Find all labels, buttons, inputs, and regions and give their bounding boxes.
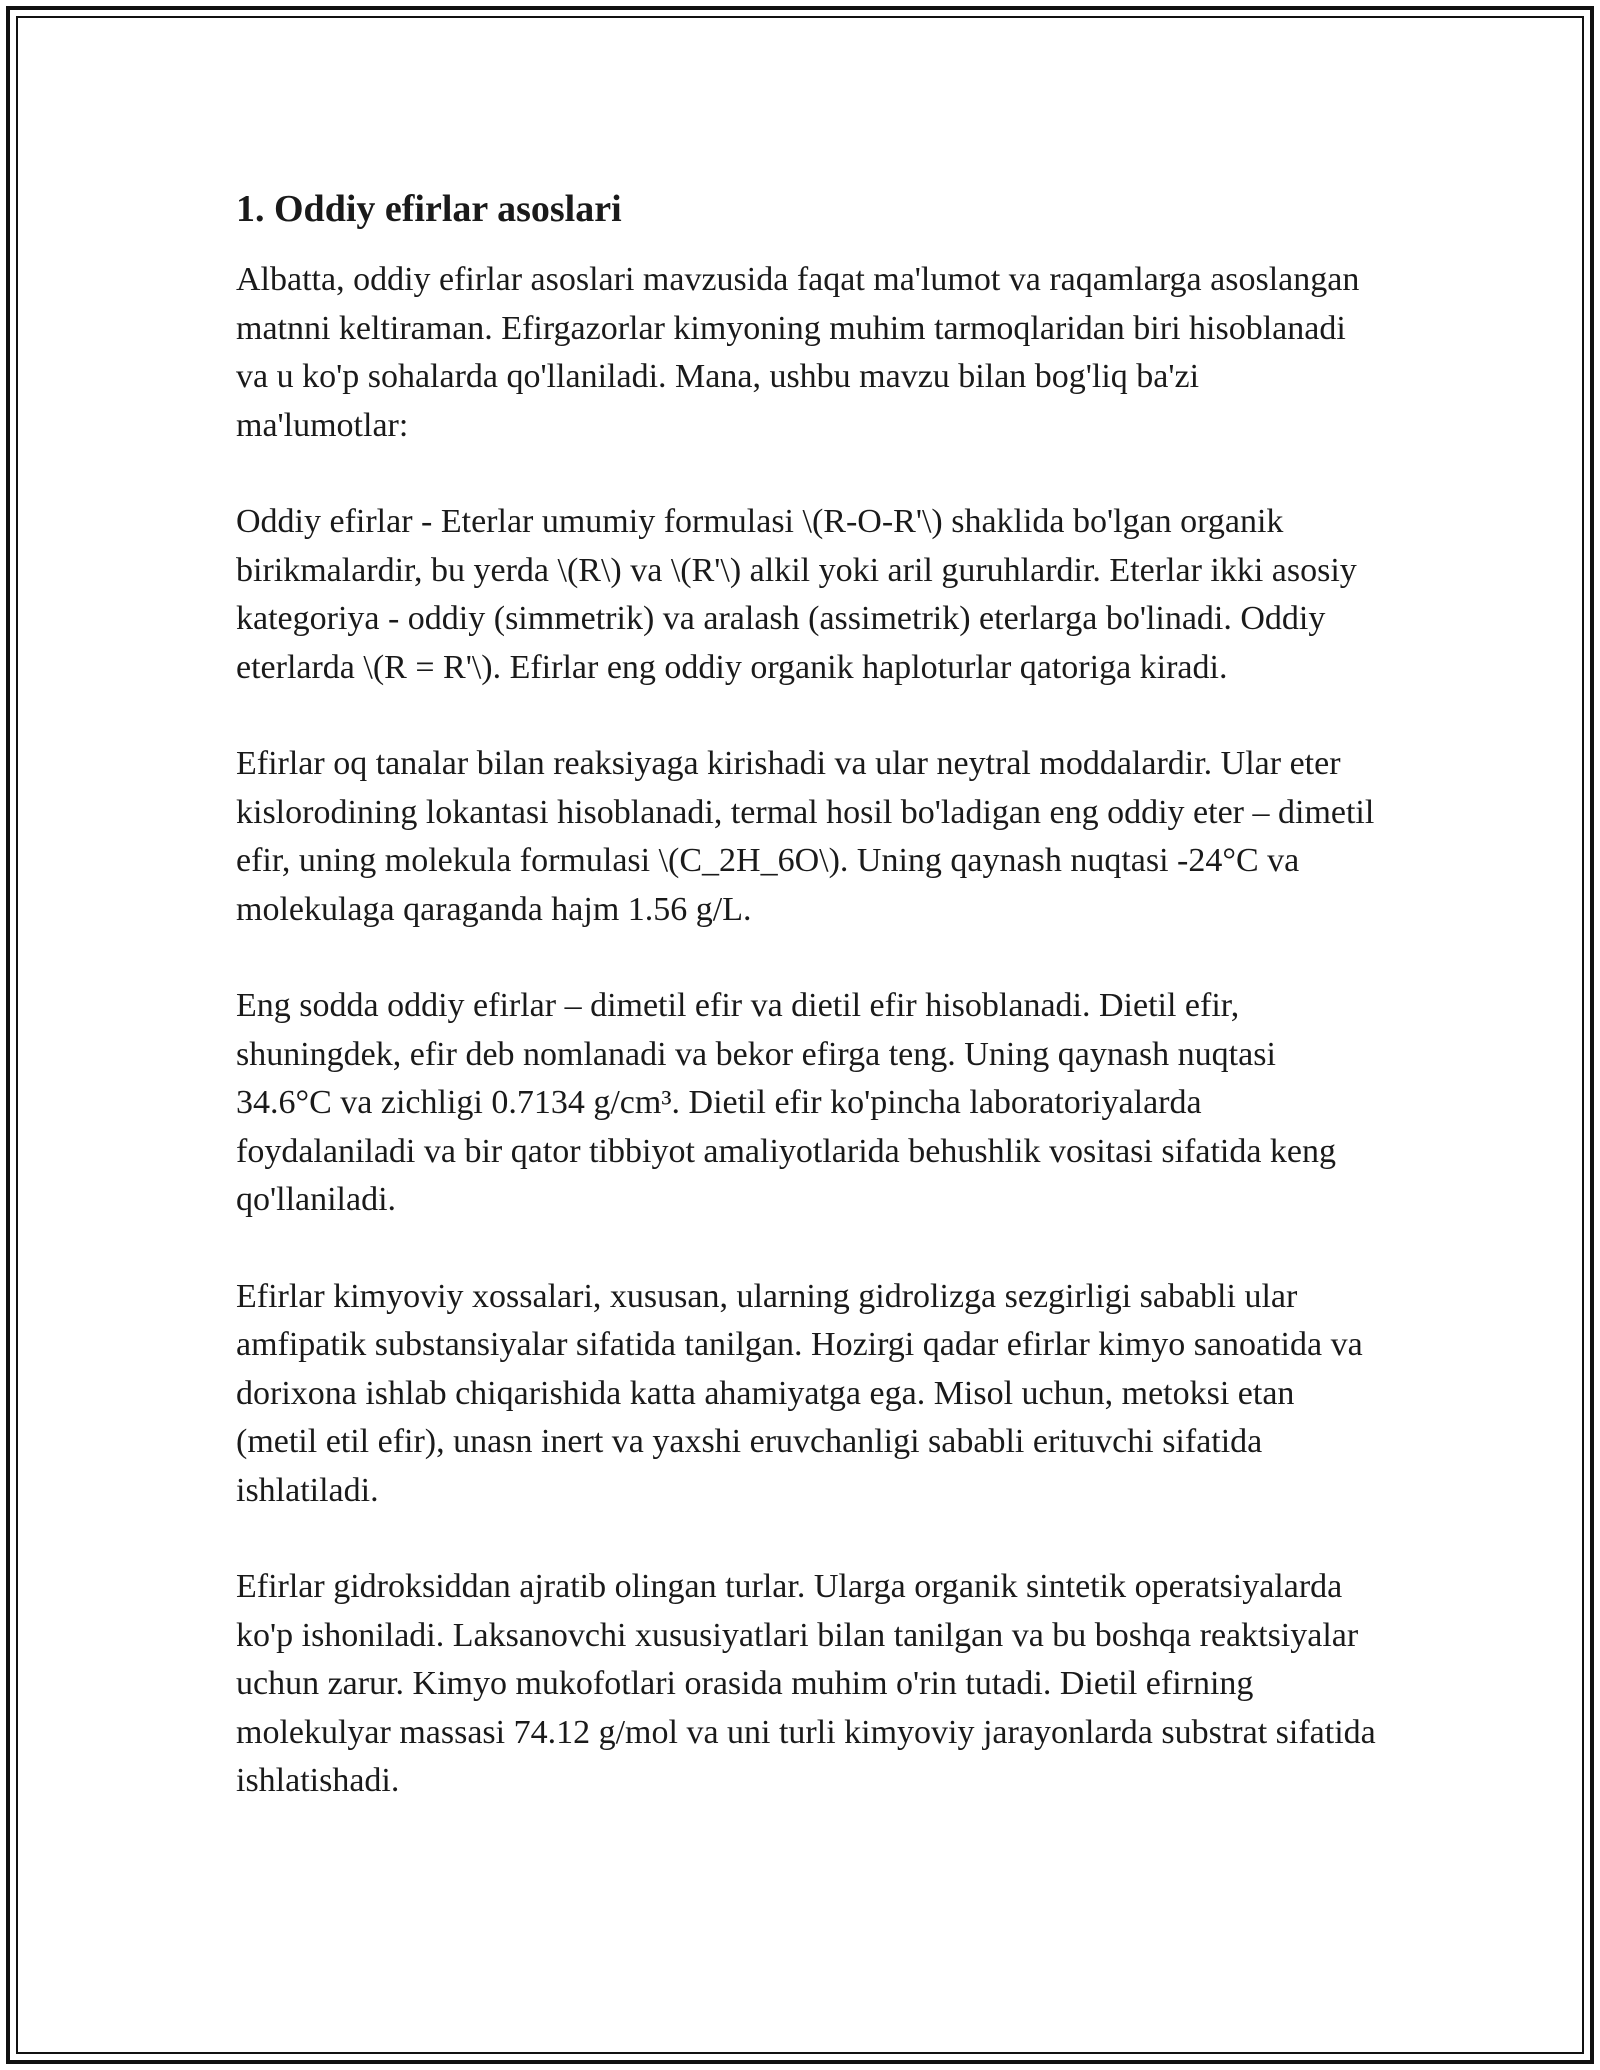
paragraph-applications: Efirlar gidroksiddan ajratib olingan turlar. Ularga organik sintetik operatsiyalarda ko'p ishoniladi. Laksanovchi xususiyatlari bilan tanilgan va bu boshqa reaktsiyalar uchun zarur. Kimyo mukofotlari orasida muhim o'rin tutadi. Dietil efirning molekulyar massasi 74.12 g/mol va uni turli kimyoviy jarayonlarda substrat sifatida ishlatishadi. xyxy=(236,1568,1376,1799)
paragraph-diethyl-ether: Eng sodda oddiy efirlar – dimetil efir va dietil efir hisoblanadi. Dietil efir, shuningdek, efir deb nomlanadi va bekor efirga teng. Uning qaynash nuqtasi 34.6°C va zichligi 0.7134 g/cm³. Dietil efir ko'pincha laboratoriyalarda foydalaniladi va bir qator tibbiyot amaliyotlarida behushlik vositasi sifatida keng qo'llaniladi. xyxy=(236,987,1337,1218)
paragraph-definition: Oddiy efirlar - Eterlar umumiy formulasi \(R-O-R'\) shaklida bo'lgan organik birikmalardir, bu yerda \(R\) va \(R'\) alkil yoki aril guruhlardir. Eterlar ikki asosiy kategoriya - oddiy (simmetrik) va aralash (assimetrik) eterlarga bo'linadi. Oddiy eterlarda \(R = R'\). Efirlar eng oddiy organik haploturlar qatoriga kiradi. xyxy=(236,503,1357,686)
section-heading: 1. Oddiy efirlar asoslari xyxy=(236,188,622,230)
paragraph-intro: Albatta, oddiy efirlar asoslari mavzusida faqat ma'lumot va raqamlarga asoslangan matnni keltiraman. Efirgazorlar kimyoning muhim tarmoqlaridan biri hisoblanadi va u ko'p sohalarda qo'llaniladi. Mana, ushbu mavzu bilan bog'liq ba'zi ma'lumotlar: xyxy=(236,261,1360,444)
paragraph-dimethyl-ether: Efirlar oq tanalar bilan reaksiyaga kirishadi va ular neytral moddalardir. Ular eter kislorodining lokantasi hisoblanadi, termal hosil bo'ladigan eng oddiy eter – dimetil efir, uning molekula formulasi \(C_2H_6O\). Uning qaynash nuqtasi -24°C va molekulaga qaraganda hajm 1.56 g/L. xyxy=(236,745,1375,928)
paragraph-chemical-properties: Efirlar kimyoviy xossalari, xususan, ularning gidrolizga sezgirligi sababli ular amfipatik substansiyalar sifatida tanilgan. Hozirgi qadar efirlar kimyo sanoatida va dorixona ishlab chiqarishida katta ahamiyatga ega. Misol uchun, metoksi etan (metil etil efir), unasn inert va yaxshi eruvchanligi sababli erituvchi sifatida ishlatiladi. xyxy=(236,1277,1363,1509)
document-body xyxy=(236,185,1376,1806)
